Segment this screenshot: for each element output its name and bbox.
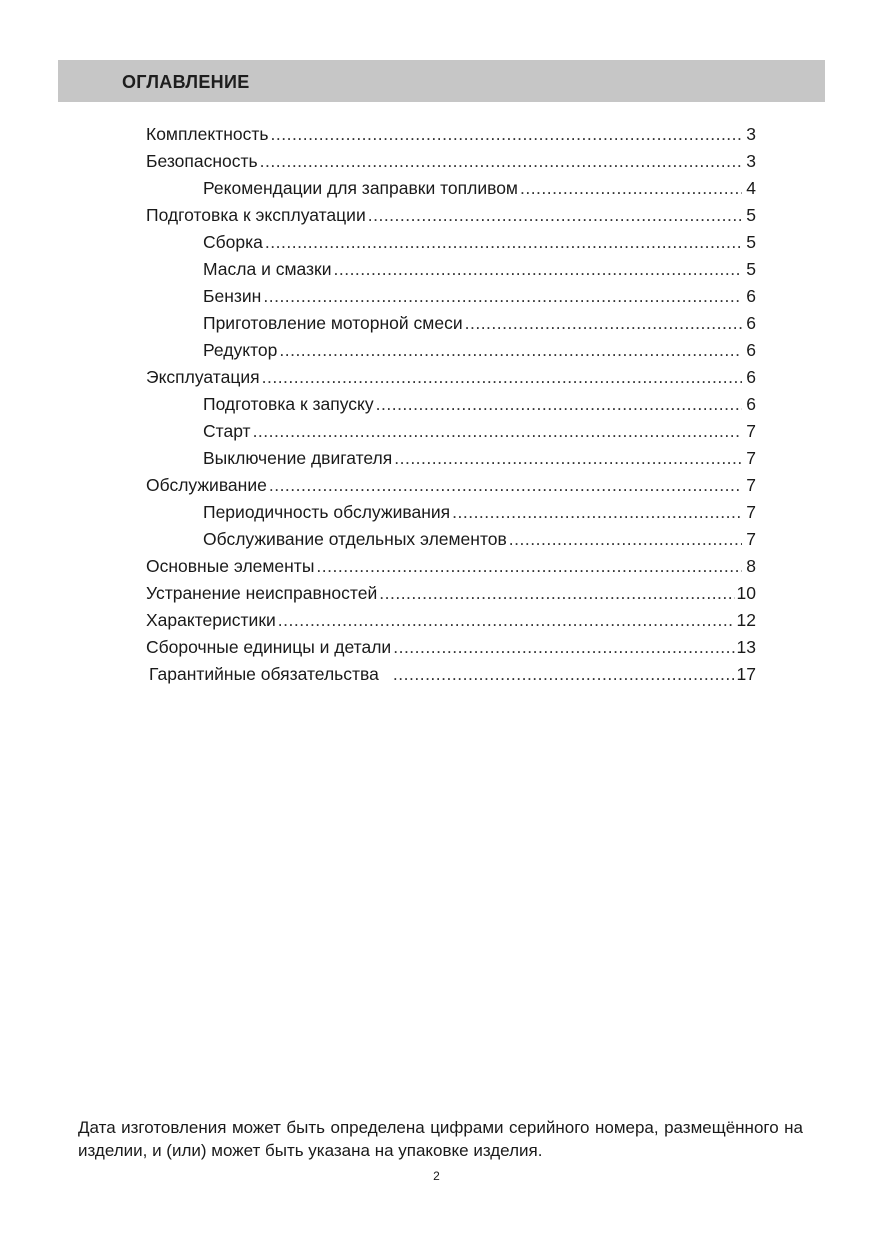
- page-number: 2: [433, 1169, 440, 1183]
- toc-entry-page: 6: [746, 367, 756, 387]
- toc-dot-leader: [262, 364, 742, 391]
- toc-entry-title: Выключение двигателя: [203, 448, 393, 468]
- toc-entry[interactable]: [146, 661, 756, 688]
- toc-dot-leader: [465, 310, 742, 337]
- toc-entry-title: Редуктор: [203, 340, 278, 360]
- toc-entry-page: 7: [746, 448, 756, 468]
- toc-entry-title: Старт: [203, 421, 251, 441]
- toc-entry-page: 13: [736, 637, 756, 657]
- toc-entry-page: 8: [746, 556, 756, 576]
- toc-entry[interactable]: [146, 580, 756, 607]
- toc-entry-page: 5: [746, 205, 756, 225]
- toc-entry[interactable]: [146, 121, 756, 148]
- toc-entry-page: 6: [746, 286, 756, 306]
- toc-dot-leader: [376, 391, 742, 418]
- toc-entry-page: 6: [746, 394, 756, 414]
- toc-dot-leader: [260, 148, 742, 175]
- toc-dot-leader: [509, 526, 742, 553]
- toc-entry-page: 3: [746, 124, 756, 144]
- toc-entry-page: 4: [746, 178, 756, 198]
- section-header-bar: [58, 60, 825, 102]
- toc-entry-title: Гарантийные обязательства: [149, 664, 379, 684]
- toc-entry-title: Подготовка к запуску: [203, 394, 374, 414]
- toc-entry-page: 7: [746, 529, 756, 549]
- toc-dot-leader: [253, 418, 742, 445]
- toc-entry-title: Рекомендации для заправки топливом: [203, 178, 518, 198]
- toc-entry-title: Сборочные единицы и детали: [146, 637, 392, 657]
- toc-entry-page: 7: [746, 475, 756, 495]
- toc-dot-leader: [316, 553, 742, 580]
- toc-entry[interactable]: [146, 607, 756, 634]
- toc-entry[interactable]: [146, 472, 756, 499]
- toc-subentry[interactable]: [146, 391, 756, 418]
- toc-subentry[interactable]: [146, 337, 756, 364]
- toc-subentry[interactable]: [146, 499, 756, 526]
- toc-entry-page: 12: [736, 610, 756, 630]
- toc-entry-page: 6: [746, 313, 756, 333]
- toc-dot-leader: [393, 634, 734, 661]
- toc-entry-page: 5: [746, 259, 756, 279]
- page-title: ОГЛАВЛЕНИЕ: [122, 72, 250, 92]
- toc-entry-title: Периодичность обслуживания: [203, 502, 451, 522]
- manufacture-date-note: Дата изготовления может быть определена цифрами серийного номера, размещённого на изделии, и (или) может быть указана на упаковке изделия.: [78, 1118, 803, 1160]
- toc-subentry[interactable]: [146, 283, 756, 310]
- toc-entry-title: Сборка: [203, 232, 263, 252]
- toc-entry-title: Эксплуатация: [146, 367, 260, 387]
- toc-subentry[interactable]: [146, 445, 756, 472]
- toc-entry[interactable]: [146, 202, 756, 229]
- toc-subentry[interactable]: [146, 256, 756, 283]
- toc-dot-leader: [520, 175, 742, 202]
- toc-dot-leader: [368, 202, 742, 229]
- toc-entry-title: Приготовление моторной смеси: [203, 313, 463, 333]
- toc-entry-title: Характеристики: [146, 610, 276, 630]
- toc-entry-page: 17: [736, 664, 756, 684]
- toc-entry-title: Бензин: [203, 286, 262, 306]
- toc-entry-title: Устранение неисправностей: [146, 583, 378, 603]
- toc-dot-leader: [269, 472, 742, 499]
- toc-entry-page: 3: [746, 151, 756, 171]
- table-of-contents: [146, 121, 756, 688]
- toc-dot-leader: [394, 445, 742, 472]
- toc-subentry[interactable]: [146, 418, 756, 445]
- toc-entry-page: 10: [736, 583, 756, 603]
- toc-subentry[interactable]: [146, 175, 756, 202]
- toc-dot-leader: [452, 499, 742, 526]
- toc-entry-page: 7: [746, 502, 756, 522]
- toc-dot-leader: [271, 121, 742, 148]
- toc-dot-leader: [393, 661, 735, 688]
- toc-entry-title: Комплектность: [146, 124, 269, 144]
- toc-dot-leader: [265, 229, 742, 256]
- toc-dot-leader: [263, 283, 742, 310]
- toc-entry-page: 5: [746, 232, 756, 252]
- toc-entry-page: 6: [746, 340, 756, 360]
- toc-subentry[interactable]: [146, 310, 756, 337]
- toc-dot-leader: [333, 256, 742, 283]
- toc-entry[interactable]: [146, 553, 756, 580]
- toc-entry[interactable]: [146, 634, 756, 661]
- toc-entry-title: Безопасность: [146, 151, 258, 171]
- toc-subentry[interactable]: [146, 526, 756, 553]
- toc-dot-leader: [278, 607, 735, 634]
- toc-subentry[interactable]: [146, 229, 756, 256]
- toc-entry-title: Подготовка к эксплуатации: [146, 205, 366, 225]
- toc-entry[interactable]: [146, 364, 756, 391]
- toc-entry-title: Основные элементы: [146, 556, 315, 576]
- toc-entry-title: Обслуживание отдельных элементов: [203, 529, 507, 549]
- toc-dot-leader: [379, 580, 734, 607]
- toc-entry-page: 7: [746, 421, 756, 441]
- toc-entry-title: Масла и смазки: [203, 259, 332, 279]
- toc-entry[interactable]: [146, 148, 756, 175]
- toc-entry-title: Обслуживание: [146, 475, 267, 495]
- toc-dot-leader: [279, 337, 742, 364]
